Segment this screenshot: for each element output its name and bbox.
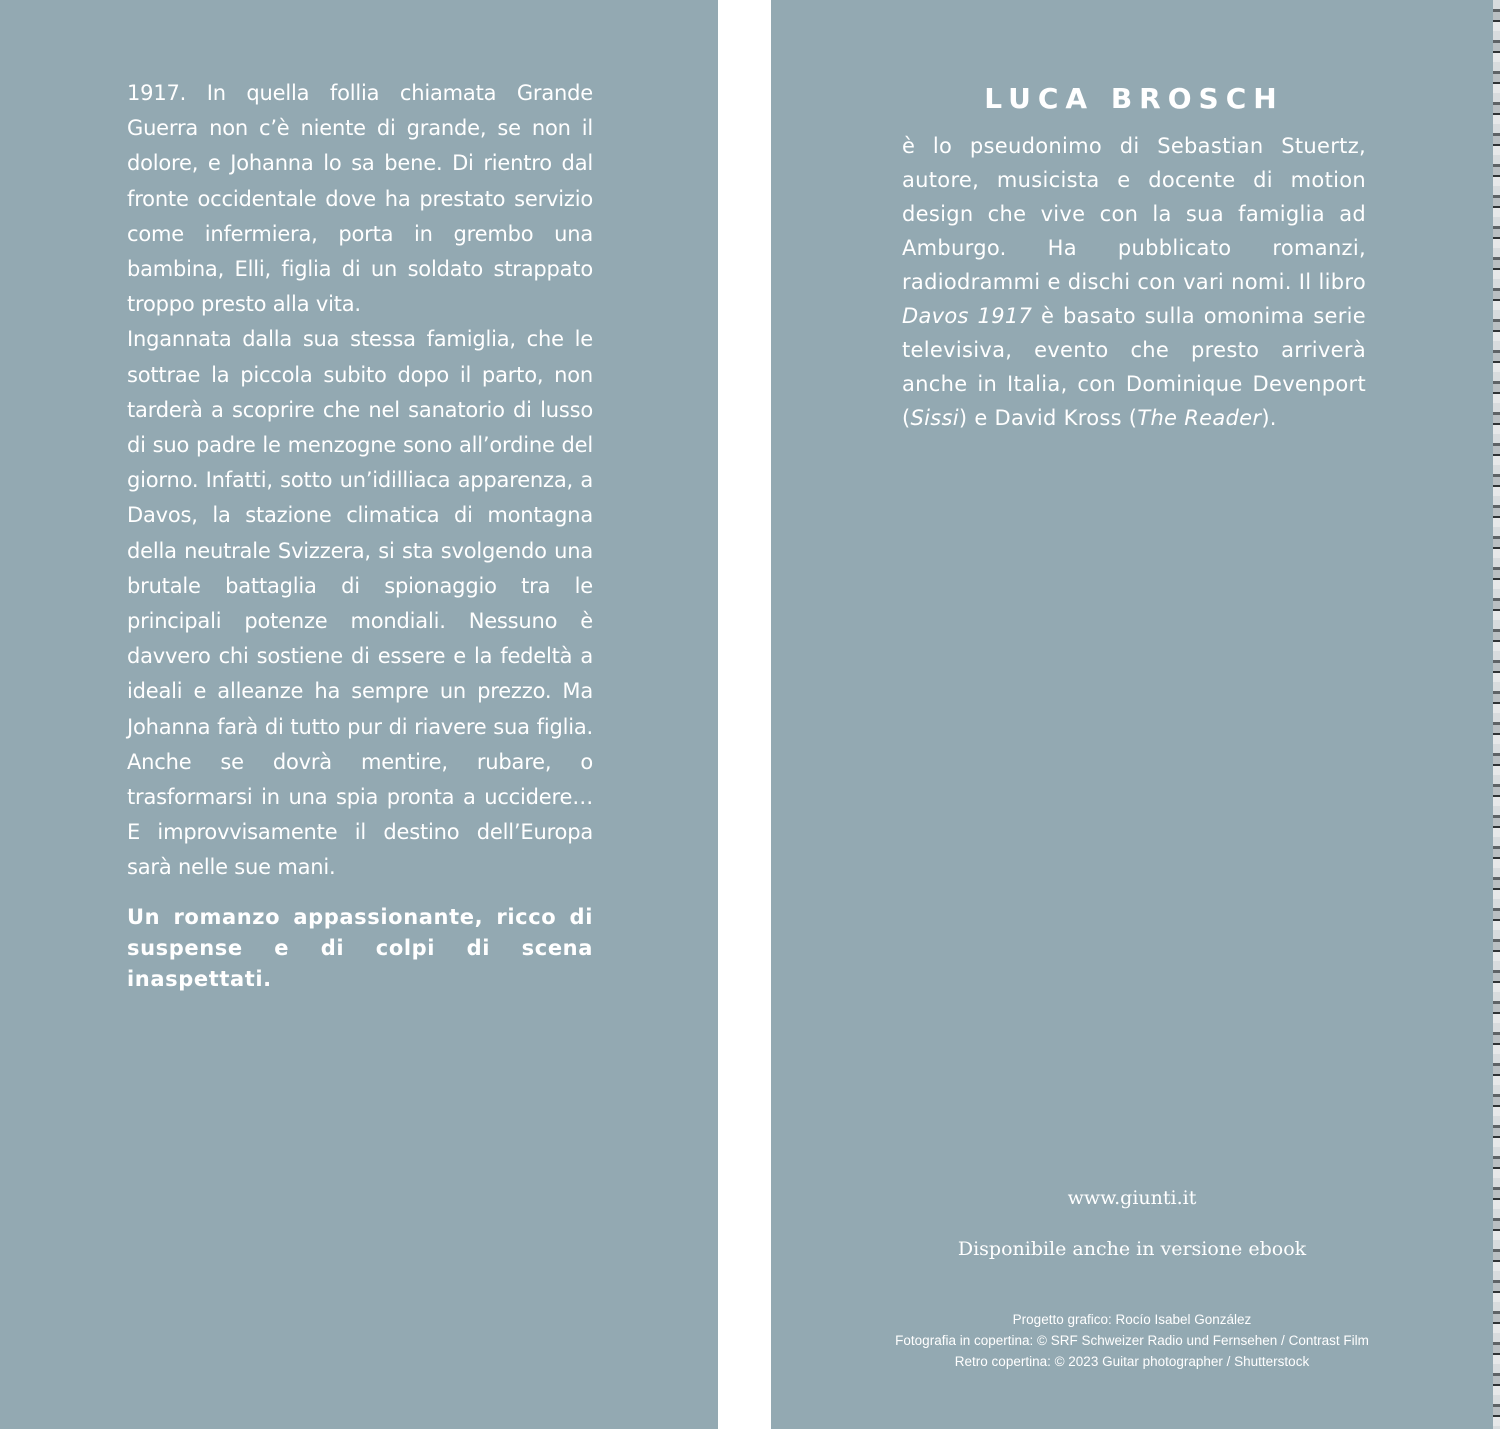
book-title: Davos 1917: [902, 304, 1033, 328]
synopsis-text: [127, 76, 593, 886]
bio-text-1: è lo pseudonimo di Sebastian Stuertz, autore, musicista e docente di motion design che vive con la sua famiglia ad Amburgo. Ha pubblicato romanzi, radiodrammi e dischi con vari nomi. Il libro: [902, 134, 1366, 294]
credit-cover-photo: Fotografia in copertina: © SRF Schweizer Radio und Fernsehen / Contrast Film: [895, 1333, 1369, 1348]
author-bio: [902, 129, 1366, 435]
credit-design: Progetto grafico: Rocío Isabel González: [1012, 1312, 1252, 1327]
credits: [771, 1309, 1493, 1372]
film-title-sissi: Sissi: [910, 406, 959, 430]
ebook-availability-note: Disponibile anche in versione ebook: [957, 1238, 1307, 1260]
bio-text-2: è basato sulla omonima serie televisiva, evento che presto arriverà anche in Italia, con Dominique Devenport (: [902, 304, 1366, 430]
bio-text-4: ).: [1261, 406, 1277, 430]
bio-text-3: ) e David Kross (: [958, 406, 1138, 430]
tagline: Un romanzo appassionante, ricco di suspense e di colpi di scena inaspettati.: [127, 905, 593, 991]
film-title-the-reader: The Reader: [1137, 406, 1262, 430]
credit-back-cover: Retro copertina: © 2023 Guitar photographer / Shutterstock: [954, 1354, 1310, 1369]
author-name: LUCA BROSCH: [984, 82, 1284, 115]
synopsis-paragraph-2: Ingannata dalla sua stessa famiglia, che le sottrae la piccola subito dopo il parto, non tarderà a scoprire che nel sanatorio di lusso di suo padre le menzogne sono all’ordine del giorno. Infatti, sotto un’idilliaca apparenza, a Davos, la stazione climatica di montagna della neutrale Svizzera, si sta svolgendo una brutale battaglia di spionaggio tra le principali potenze mondiali. Nessuno è davvero chi sostiene di essere e la fedeltà a ideali e alleanze ha sempre un prezzo. Ma Johanna farà di tutto pur di riavere sua figlia. Anche se dovrà mentire, rubare, o trasformarsi in una spia pronta a uccidere… E improvvisamente il destino dell’Europa sarà nelle sue mani.: [127, 327, 593, 880]
publisher-website: www.giunti.it: [1067, 1187, 1197, 1209]
synopsis-paragraph-1: 1917. In quella follia chiamata Grande Guerra non c’è niente di grande, se non il dolore, e Johanna lo sa bene. Di rientro dal fronte occidentale dove ha prestato servizio come infermiera, porta in grembo una bambina, Elli, figlia di un soldato strappato troppo presto alla vita.: [127, 81, 593, 317]
cover-photo-edge: [1493, 0, 1500, 1429]
